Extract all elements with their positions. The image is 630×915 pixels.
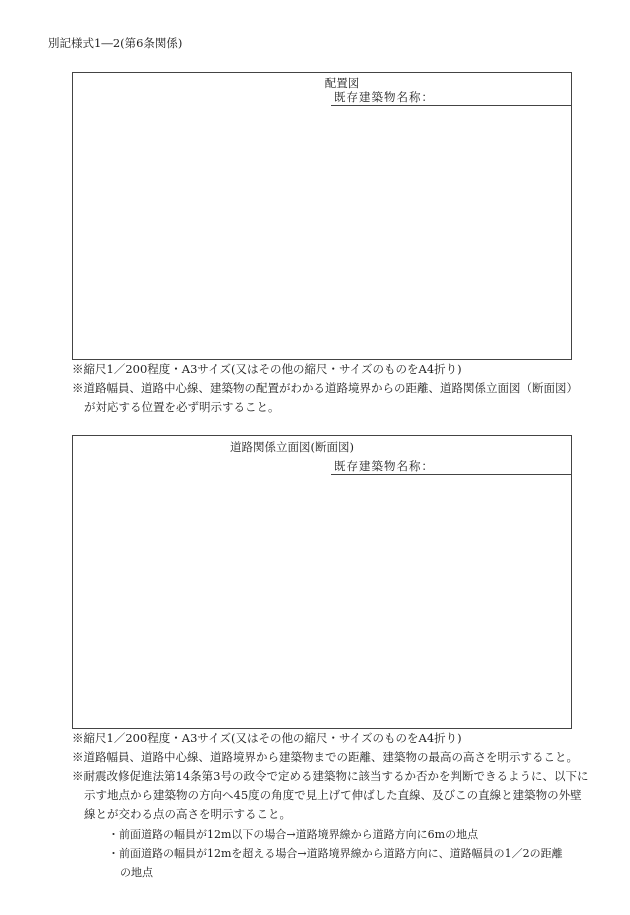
building-name-field[interactable]: 既存建築物名称： [331, 89, 571, 106]
bullet-text: ・前面道路の幅員が12mを超える場合→道路境界線から道路方向に、道路幅員の1／2の距離 [108, 847, 563, 860]
bullet-item [108, 825, 478, 844]
bullet-text: ・前面道路の幅員が12m以下の場合→道路境界線から道路方向に6mの地点 [108, 828, 479, 841]
form-number: 別記様式1―2(第6条関係) [48, 36, 183, 50]
site-plan-title: 配置図 [324, 76, 360, 90]
elevation-note: ※耐震改修促進法第14条第3号の政令で定める建築物に該当するか否かを判断できるように、以下に [72, 769, 589, 783]
elevation-note: 線とが交わる点の高さを明示すること。 [84, 807, 291, 821]
site-plan-note: ※縮尺1／200程度・A3サイズ(又はその他の縮尺・サイズのものをA4折り) [72, 362, 462, 376]
site-plan-note: が対応する位置を必ず明示すること。 [84, 400, 280, 414]
elevation-note: ※縮尺1／200程度・A3サイズ(又はその他の縮尺・サイズのものをA4折り) [72, 731, 462, 745]
elevation-title: 道路関係立面図(断面図) [230, 440, 354, 454]
site-plan-box [72, 72, 572, 360]
elevation-note: 示す地点から建築物の方向へ45度の角度で見上げて伸ばした直線、及びこの直線と建築物の外壁 [84, 788, 582, 802]
site-plan-note: ※道路幅員、道路中心線、建築物の配置がわかる道路境界からの距離、道路関係立面図（断面図） [72, 381, 578, 395]
elevation-box [72, 435, 572, 729]
bullet-text-continued: の地点 [120, 866, 153, 879]
bullet-item [108, 844, 563, 882]
building-name-field[interactable]: 既存建築物名称： [331, 458, 571, 475]
elevation-note: ※道路幅員、道路中心線、道路境界から建築物までの距離、建築物の最高の高さを明示すること。 [72, 750, 578, 764]
